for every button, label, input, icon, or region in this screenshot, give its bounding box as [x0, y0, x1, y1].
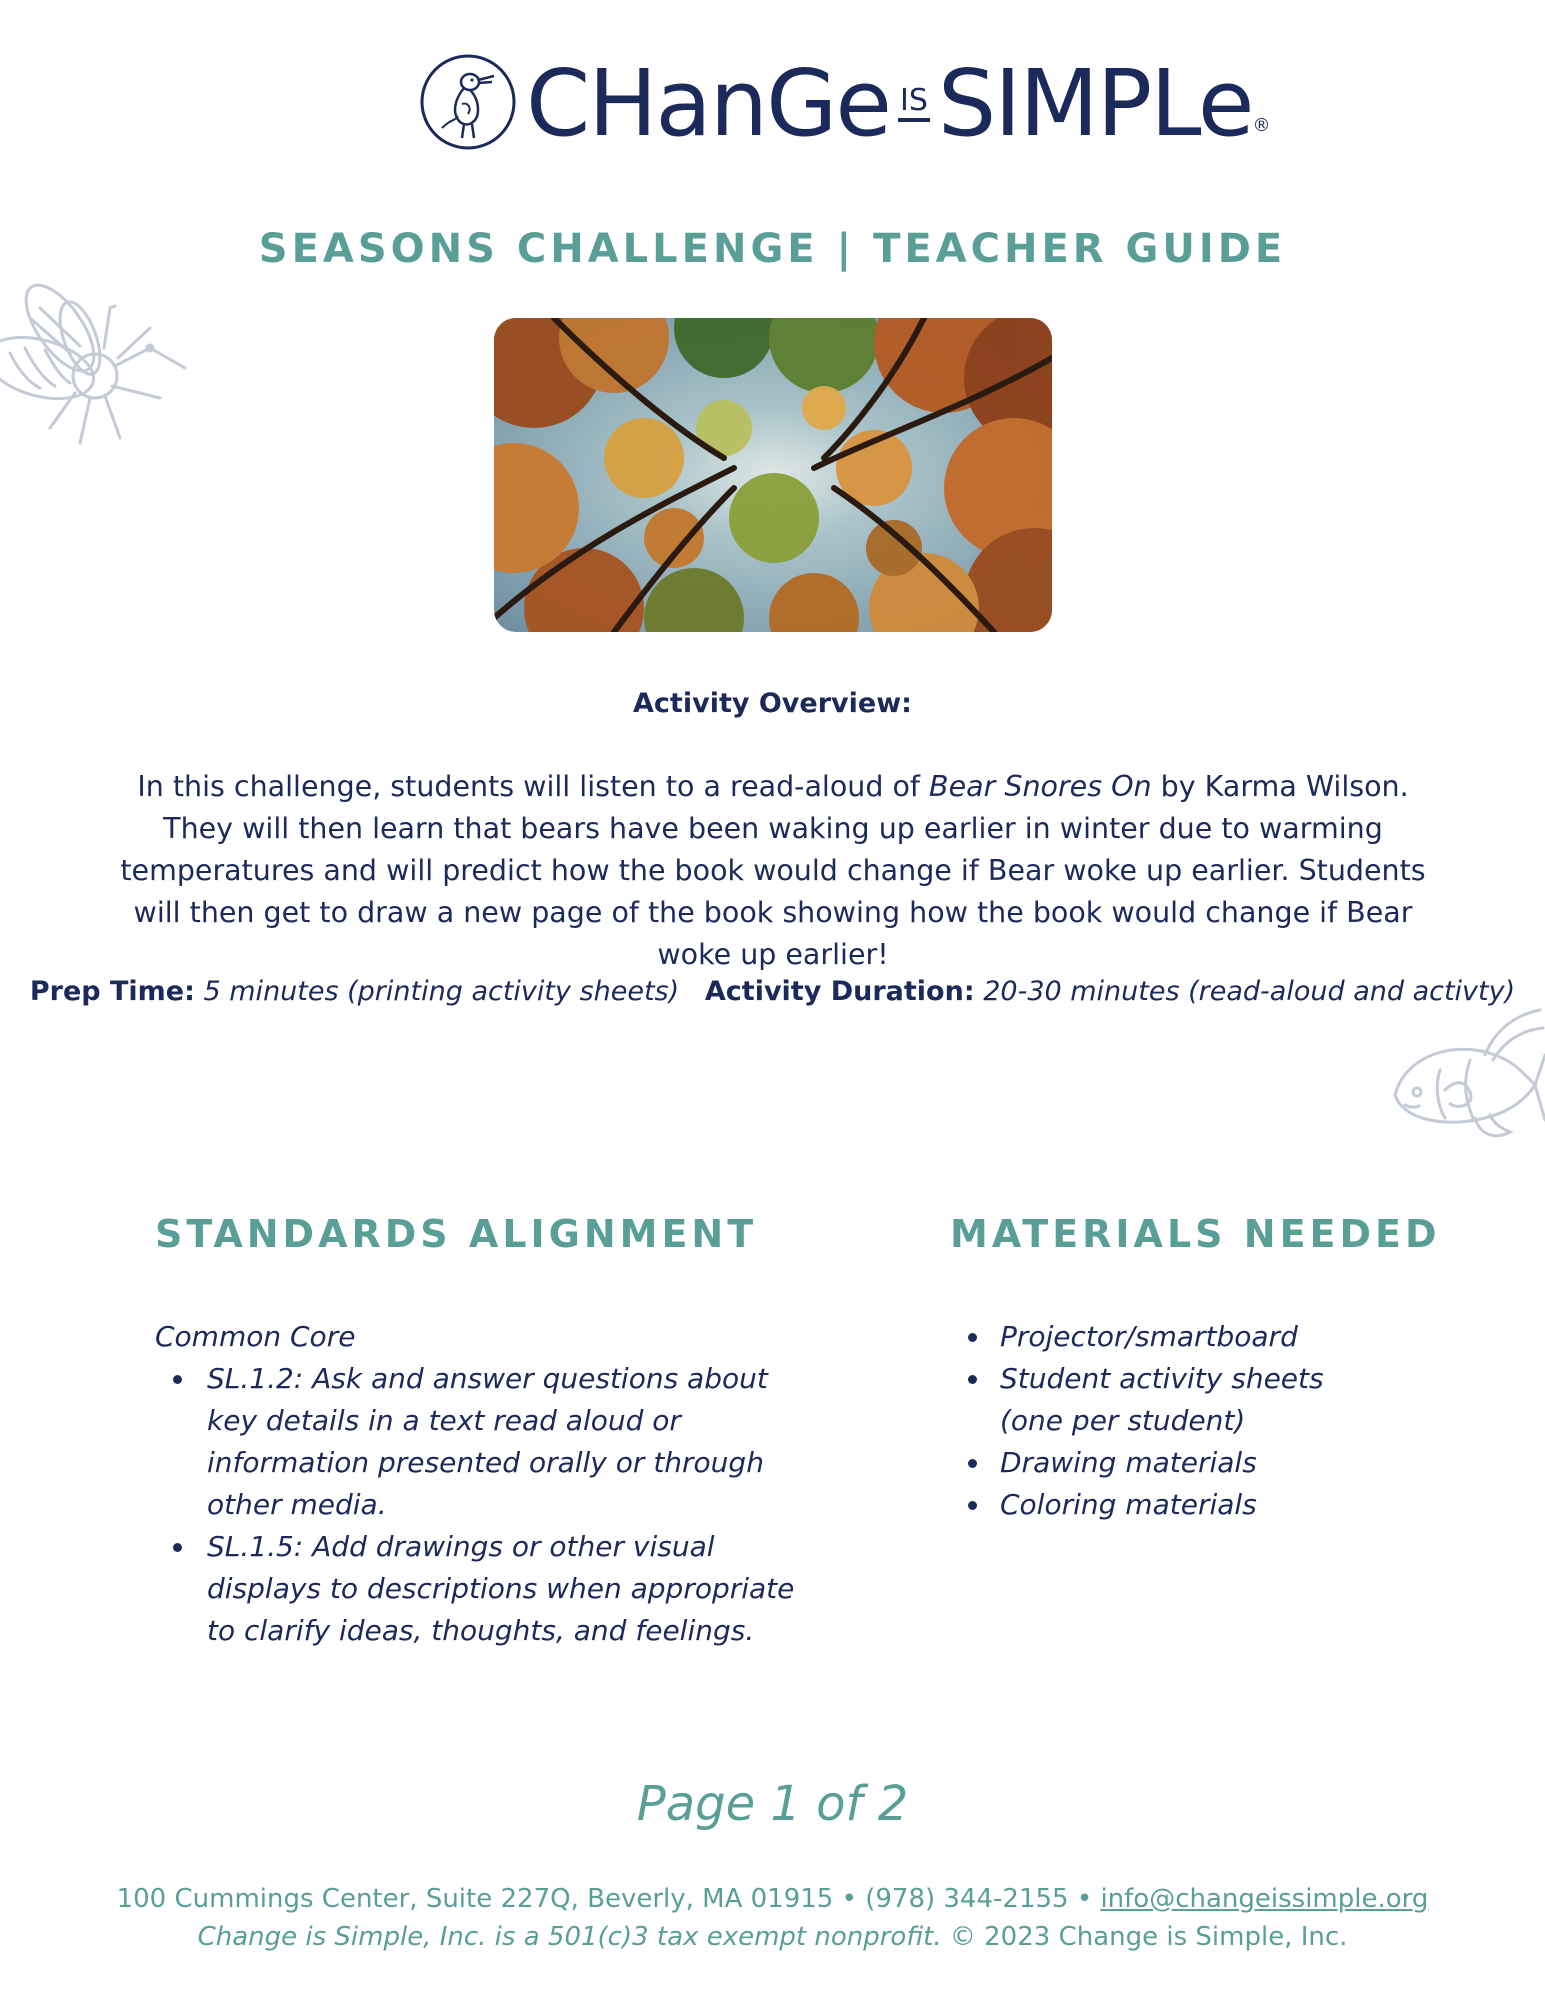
list-item: Coloring materials: [950, 1484, 1390, 1526]
overview-paragraph: [118, 766, 1428, 976]
list-item: Student activity sheets (one per student): [950, 1358, 1390, 1442]
list-item: SL.1.5: Add drawings or other visual displays to descriptions when appropriate to clarify ideas, thoughts, and feelings.: [155, 1526, 795, 1652]
standards-list: [155, 1358, 795, 1652]
materials-title: MATERIALS NEEDED: [950, 1212, 1441, 1256]
page-number: Page 1 of 2: [636, 1776, 909, 1832]
copyright: © 2023 Change is Simple, Inc.: [941, 1922, 1348, 1952]
standards-subtitle: Common Core: [155, 1320, 356, 1353]
list-item: SL.1.2: Ask and answer questions about key details in a text read aloud or information presented orally or through other media.: [155, 1358, 795, 1526]
page-title: SEASONS CHALLENGE | TEACHER GUIDE: [258, 226, 1287, 272]
nonprofit-statement: Change is Simple, Inc. is a 501(c)3 tax exempt nonprofit.: [197, 1922, 942, 1952]
overview-heading: Activity Overview:: [633, 688, 912, 719]
footer-address: 100 Cummings Center, Suite 227Q, Beverly, MA 01915 • (978) 344-2155 •: [116, 1884, 1101, 1914]
footer-contact: [0, 1884, 1545, 1914]
prep-duration-line: [0, 976, 1545, 1007]
logo-word-change: CHanGe: [526, 50, 890, 157]
materials-list: [950, 1316, 1390, 1526]
activity-duration-label: Activity Duration:: [704, 976, 975, 1007]
bee-doodle-icon: [0, 258, 190, 458]
fish-doodle-icon: [1385, 1000, 1545, 1145]
brand-logo: [418, 50, 1271, 160]
overview-text-1: In this challenge, students will listen to a read-aloud of: [137, 770, 930, 803]
list-item: Drawing materials: [950, 1442, 1390, 1484]
book-title: Bear Snores On: [929, 770, 1152, 803]
logo-wordmark: [526, 44, 1271, 164]
registered-mark: ®: [1252, 115, 1271, 136]
autumn-canopy-photo: [494, 318, 1052, 632]
prep-time-label: Prep Time:: [29, 976, 195, 1007]
materials-block: [950, 1316, 1390, 1526]
prep-time-value: 5 minutes (printing activity sheets): [203, 976, 680, 1007]
list-item: Projector/smartboard: [950, 1316, 1390, 1358]
overview-text-2: by Karma Wilson. They will then learn that bears have been waking up earlier in winter due to warming temperatures and will predict how the book would change if Bear woke up earlier. Students will then get to draw a new page of the book showing how the book would change if Bear woke up earlier!: [120, 770, 1426, 971]
standards-title: STANDARDS ALIGNMENT: [155, 1212, 758, 1256]
activity-duration-value: 20-30 minutes (read-aloud and activty): [983, 976, 1516, 1007]
logo-word-simple: SIMPLe: [937, 50, 1253, 157]
bird-logo-icon: [418, 52, 518, 152]
footer-legal: [0, 1922, 1545, 1952]
standards-block: [155, 1316, 795, 1652]
logo-word-is: IS: [898, 86, 930, 122]
email-link[interactable]: info@changeissimple.org: [1100, 1884, 1429, 1914]
